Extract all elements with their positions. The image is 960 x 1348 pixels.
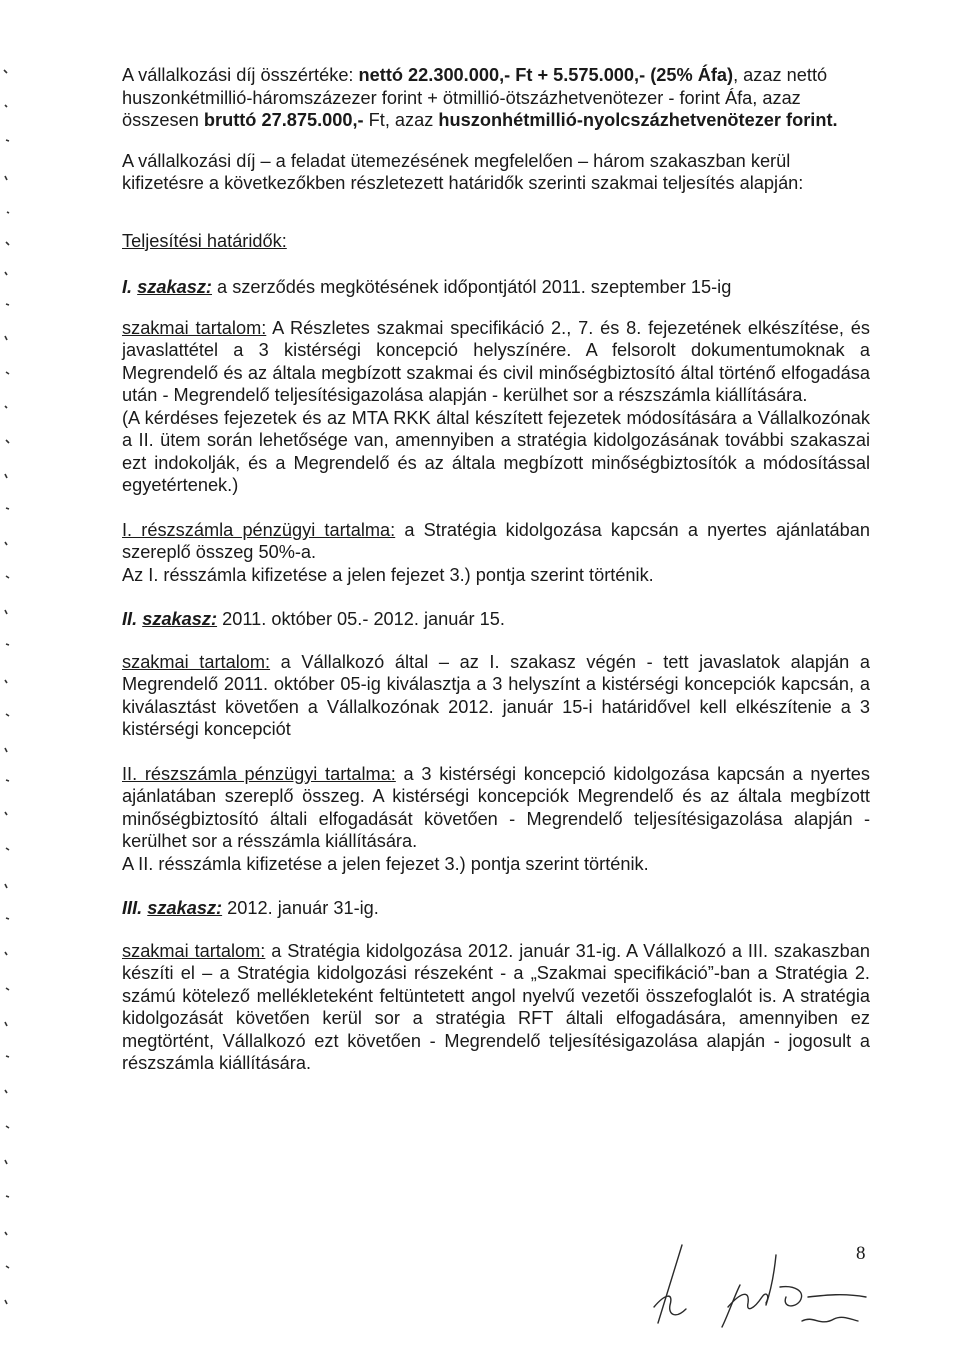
stage-3-content-text: a Stratégia kidolgozása 2012. január 31-ig. A Vállalkozó a III. szakaszban készíti el – a Stratégia kidolgozási részeként - a „Szakmai specifikáció”-ban a Stratégia 2. számú kötelező mellékleteként feltüntetett angol nyelvű vezetői összefoglalót is. A stratégia kidolgozását követően kerül sor a stratégia RFT általi elfogadására, amennyiben ez megtörtént, Vállalkozó ezt követően - Megrendelő teljesítésigazolása alapján - jogosult a részszámla kiállítására. [122,940,870,1073]
fee-gross-amount: bruttó 27.875.000,- [203,110,364,130]
stage-2-payment-label: II. részszámla pénzügyi tartalma: [122,763,396,784]
fee-net-amount: nettó 22.300.000,- Ft + 5.575.000,- (25% Áfa) [358,65,734,85]
handwritten-initials [630,1235,930,1345]
stage-2-heading [122,608,870,631]
stage-1-heading [122,276,870,299]
fee-paragraph-1 [122,64,870,109]
stage-2-content-label: szakmai tartalom: [122,651,271,672]
stage-3-content-label: szakmai tartalom: [122,940,266,961]
stage-1-content-label: szakmai tartalom: [122,317,267,338]
stage-3-label: szakasz: [147,898,223,918]
fee-total-label: összesen [122,110,204,130]
stage-1-payment [122,519,870,564]
stage-3-deadline: 2012. január 31-ig. [222,898,379,918]
stage-1-content-text: A Részletes szakmai specifikáció 2., 7. és 8. fejezetének elkészítése, és javaslattétel a 3 kistérségi koncepció helyszínére. A felsorolt dokumentumoknak a Megrendelő és az általa megbízott szakmai és civil minőségbiztosító által történő elfogadása után - Megrendelő teljesítésigazolása alapján - kerülhet sor a részszámla kiállítására. [122,317,870,405]
scan-edge-marks [0,0,30,1348]
stage-1-payment-2: Az I. résszámla kifizetése a jelen fejezet 3.) pontja szerint történik. [122,564,654,585]
stage-1-number: I. [122,277,133,297]
fee-gross-words: huszonhétmillió-nyolcszázhetvenötezer forint. [438,110,838,130]
stage-1-deadline: a szerződés megkötésének időpontjától 2011. szeptember 15-ig [212,277,732,297]
payment-intro: A vállalkozási díj – a feladat ütemezésének megfelelően – három szakaszban kerül kifizetésre a következőkben részletezett határidők szerinti szakmai teljesítés alapján: [122,150,804,193]
stage-2-payment [122,763,870,853]
fee-text: A vállalkozási díj összértéke: [122,65,359,85]
stage-1-payment-label: I. részszámla pénzügyi tartalma: [122,519,396,540]
fee-paragraph-2 [122,109,870,132]
stage-2-number: II. [122,609,138,629]
stage-2-deadline: 2011. október 05.- 2012. január 15. [217,609,505,629]
stage-1-content [122,317,870,407]
stage-2-content [122,651,870,741]
stage-2-label: szakasz: [142,609,218,629]
stage-1-payment-text: a Stratégia kidolgozása kapcsán a nyertes ajánlatában szereplő összeg 50%-a. [122,519,870,562]
fee-text-words: , azaz nettó huszonkétmillió-háromszázezer forint + ötmillió-ötszázhetvenötezer - forint Áfa, azaz [122,65,828,108]
stage-2-payment-text: a 3 kistérségi koncepció kidolgozása kapcsán a nyertes ajánlatában szereplő összeg. A kistérségi koncepciók Megrendelő és az általa megbízott minőségbiztosító általi elfogadását követően - Megrendelő teljesítésigazolása alapján - kerülhet sor a résszámla kiállítására. [122,763,871,851]
page-number: 8 [856,1243,866,1264]
stage-1-note: (A kérdéses fejezetek és az MTA RKK által készített fejezetek módosítására a Vállalkozónak a II. ütem során lehetősége van, amennyiben a stratégia kidolgozásának további szakaszai ezt indokolják, és a Megrendelő és az általa megbízott minőségbiztosítók a módosítással egyetértenek.) [122,407,870,495]
fee-text-connector: Ft, azaz [363,110,439,130]
stage-1-label: szakasz: [137,277,212,297]
stage-3-heading [122,897,870,920]
stage-2-payment-2: A II. résszámla kifizetése a jelen fejezet 3.) pontja szerint történik. [122,853,649,874]
stage-3-number: III. [122,898,143,918]
document-body [122,64,870,1075]
stage-2-content-text: a Vállalkozó által – az I. szakasz végén - tett javaslatok alapján a Megrendelő 2011. október 05-ig kiválasztja a 3 helyszínt a kistérségi koncepciók kapcsán, a kiválasztást követően a Vállalkozónak 2012. január 15-i határidővel kell elkészítenie a 3 kistérségi koncepciót [122,651,870,739]
stage-3-content [122,940,870,1075]
deadlines-heading: Teljesítési határidők: [122,230,287,251]
